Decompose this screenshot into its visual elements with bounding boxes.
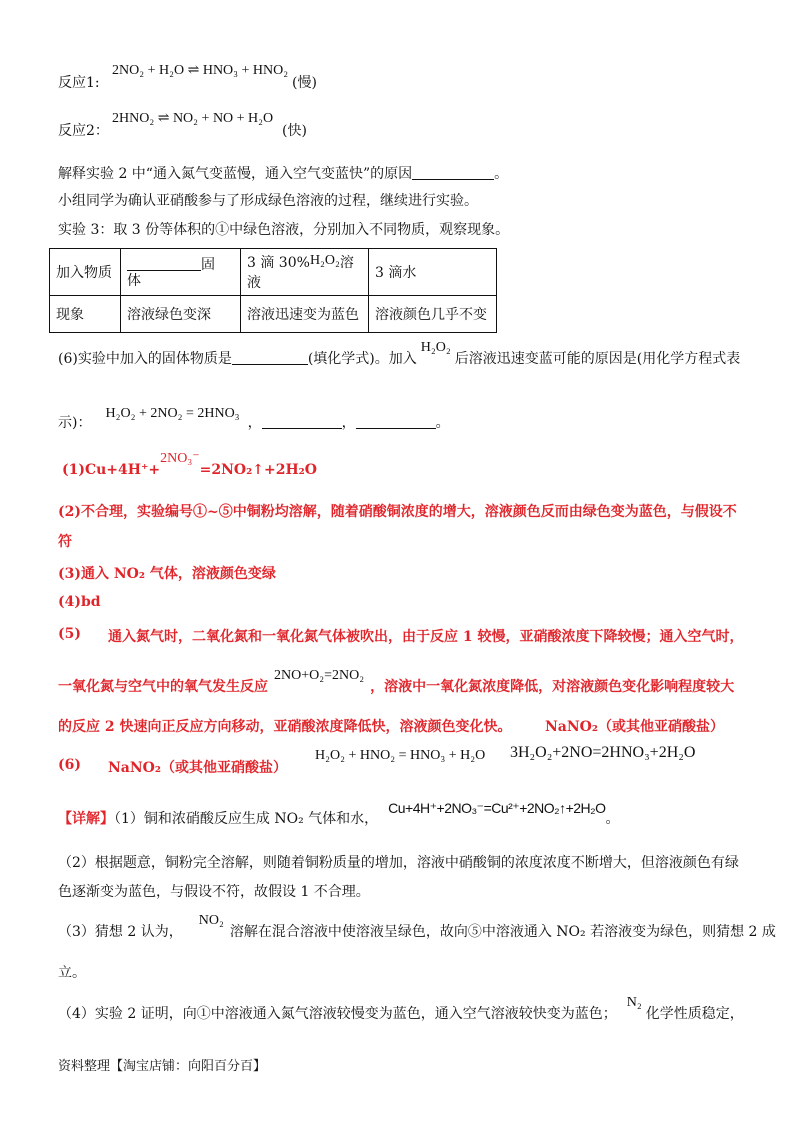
answer-5-num: (5) (58, 626, 81, 642)
table-cell (50, 249, 121, 296)
answer-5-text: ，溶液中一氧化氮浓度降低，对溶液颜色变化影响程度较大 (370, 679, 735, 695)
reaction-2-speed: (快) (282, 123, 307, 139)
question-6-text: (填化学式)。加入 (307, 351, 417, 367)
detail-4-text: （4）实验 2 证明，向①中溶液通入氮气溶液较慢变为蓝色，通入空气溶液较快变为蓝色； (58, 1006, 617, 1022)
answer-5-nano2: NaNO₂（或其他亚硝酸盐） (545, 719, 724, 735)
formula-h2o2: H₂O₂ (309, 253, 340, 268)
answer-5-text: 一氧化氮与空气中的氧气发生反应 (58, 679, 268, 695)
question-6-text: 后溶液迅速变蓝可能的原因是(用化学方程式表 (454, 351, 741, 367)
answer-blank (412, 165, 494, 180)
cell-text: 体 (127, 272, 141, 289)
cell-text: 溶液颜色几乎不变 (375, 307, 487, 323)
detail-4-text: 化学性质稳定， (645, 1006, 744, 1022)
reaction-1-speed: (慢) (292, 75, 317, 91)
detail-tag: 【详解】 (58, 811, 114, 827)
cell-text: 3 滴 30% (247, 255, 310, 271)
question-confirm: 小组同学为确认亚硝酸参与了形成绿色溶液的过程，继续进行实验。 (58, 193, 478, 209)
cell-text: 3 滴水 (375, 265, 417, 281)
footer-source: 资料整理【淘宝店铺：向阳百分百】 (58, 1059, 267, 1074)
equation-no-o2: 2NO+O₂=2NO₂ (274, 668, 365, 683)
equation-cu-hno3: Cu+4H⁺+2NO₃⁻=Cu²⁺+2NO₂↑+2H₂O (388, 800, 606, 816)
reaction-2-equation: 2HNO₂ ⇌ NO₂ + NO + H₂O (112, 111, 274, 126)
question-6-line-2 (58, 406, 450, 432)
cell-text: 溶液 (247, 255, 354, 291)
answer-blank (356, 414, 436, 429)
table-cell (50, 296, 121, 333)
table-cell (241, 296, 369, 333)
detail-3-text: 溶解在混合溶液中使溶液呈绿色，故向⑤中溶液通入 NO₂ 若溶液变为绿色，则猜想 2 成 (229, 924, 776, 940)
question-6 (58, 340, 741, 368)
detail-1 (58, 800, 620, 828)
formula-h2o2: H₂O₂ (420, 340, 451, 355)
formula-no2: NO₂ (198, 913, 224, 928)
experiment-3-table (49, 248, 497, 333)
cell-text: 固 (201, 256, 215, 273)
equation-h2o2-no2: H₂O₂ + 2NO₂ = 2HNO₃ (105, 406, 240, 421)
question-explain-text: 解释实验 2 中“通入氮气变蓝慢，通入空气变蓝快”的原因 (58, 166, 413, 182)
table-cell (121, 296, 241, 333)
table-row (50, 249, 497, 296)
question-6-text: 示)： (58, 415, 92, 431)
cell-text: 溶液迅速变为蓝色 (247, 307, 359, 323)
detail-2-line-2: 色逐渐变为蓝色，与假设不符，故假设 1 不合理。 (58, 884, 370, 900)
answer-6-equation-1: H₂O₂ + HNO₂ = HNO₃ + H₂O (315, 748, 486, 763)
table-cell (369, 249, 497, 296)
answer-blank (232, 350, 308, 365)
detail-4 (58, 995, 744, 1023)
reaction-1-label: 反应1: (58, 75, 100, 91)
table-cell (241, 249, 369, 296)
answer-1-text: =2NO₂↑+2H₂O (199, 462, 317, 478)
nitrate-ion: 2NO₃⁻ (160, 451, 200, 466)
answer-6-num: (6) (58, 757, 81, 773)
question-6-text: (6)实验中加入的固体物质是 (58, 351, 232, 367)
answer-blank (262, 414, 342, 429)
question-experiment-3: 实验 3：取 3 份等体积的①中绿色溶液，分别加入不同物质，观察现象。 (58, 222, 510, 238)
row-label-phenomenon: 现象 (56, 307, 84, 323)
answer-6-equation-2: 3H₂O₂+2NO=2HNO₃+2H₂O (510, 744, 696, 761)
answer-5-line-3: 的反应 2 快速向正反应方向移动，亚硝酸浓度降低快，溶液颜色变化快。 (58, 719, 512, 735)
table-cell (121, 249, 241, 296)
table-cell (369, 296, 497, 333)
cell-text: 溶液绿色变深 (127, 307, 211, 323)
answer-1-text: (1)Cu+4H⁺+ (62, 462, 161, 478)
answer-4: (4)bd (58, 594, 101, 610)
answer-5-line-2 (58, 668, 735, 696)
detail-3 (58, 913, 776, 941)
separator: ， (341, 415, 356, 431)
detail-3-line-2: 立。 (58, 965, 86, 981)
detail-3-text: （3）猜想 2 认为， (58, 924, 183, 940)
answer-1 (62, 451, 317, 479)
answer-blank (127, 256, 201, 271)
detail-1-text: （1）铜和浓硝酸反应生成 NO₂ 气体和水， (114, 811, 379, 827)
detail-1-end: 。 (605, 811, 620, 827)
question-explain (58, 163, 508, 183)
question-explain-end: 。 (494, 166, 509, 182)
answer-2-line-1: (2)不合理，实验编号①~⑤中铜粉均溶解，随着硝酸铜浓度的增大，溶液颜色反而由绿色变为蓝色，与假设不 (58, 504, 737, 520)
reaction-1-equation: 2NO₂ + H₂O ⇌ HNO₃ + HNO₂ (112, 63, 289, 78)
formula-n2: N₂ (626, 995, 642, 1010)
answer-2-line-2: 符 (58, 534, 72, 550)
separator: 。 (435, 415, 450, 431)
separator: ， (247, 415, 262, 431)
row-label-added-substance: 加入物质 (56, 265, 112, 281)
table-row (50, 296, 497, 333)
reaction-2-label: 反应2： (58, 123, 109, 139)
detail-2-line-1: （2）根据题意，铜粉完全溶解，则随着铜粉质量的增加，溶液中硝酸铜的浓度浓度不断增大，但溶液颜色有绿 (58, 855, 739, 871)
answer-3: (3)通入 NO₂ 气体，溶液颜色变绿 (58, 566, 276, 582)
answer-6-nano2: NaNO₂（或其他亚硝酸盐） (108, 760, 287, 776)
answer-5-line-1: 通入氮气时，二氧化氮和一氧化氮气体被吹出，由于反应 1 较慢，亚硝酸浓度下降较慢；通入空气时， (108, 629, 744, 645)
